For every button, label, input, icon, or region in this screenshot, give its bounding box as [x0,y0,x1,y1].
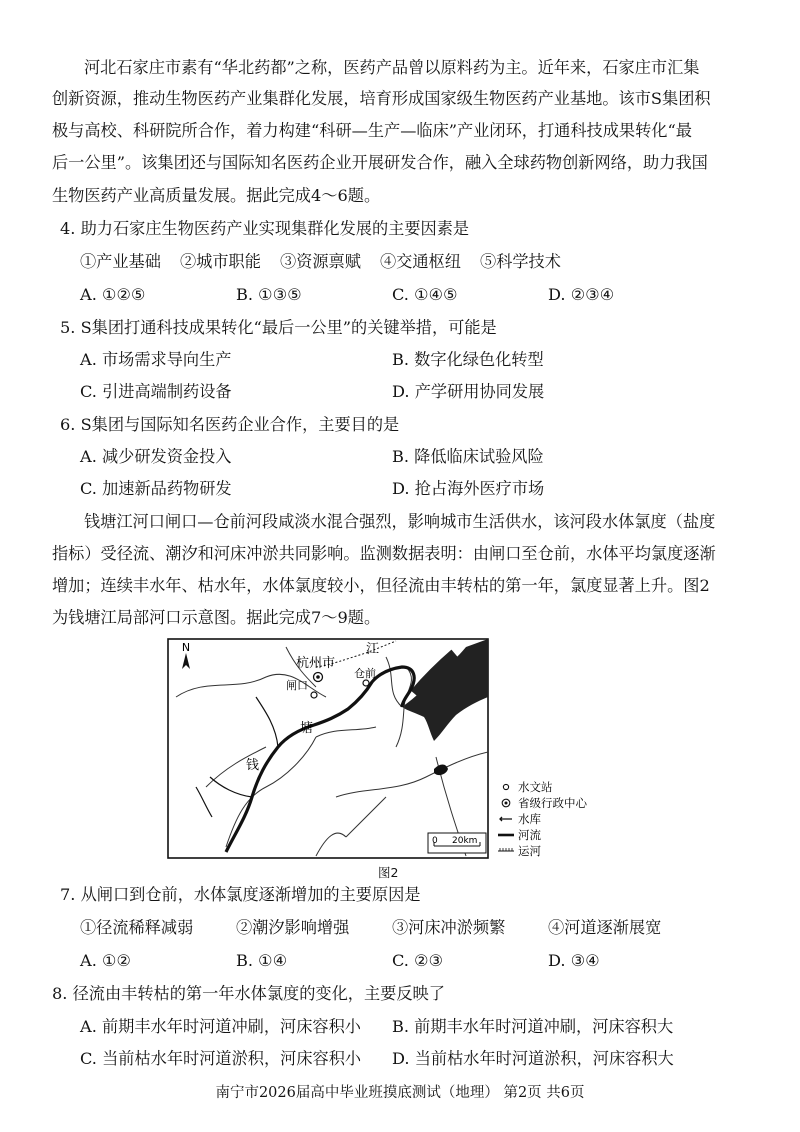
item: ③河床冲淤频繁 [392,918,506,937]
option-c[interactable]: C. 当前枯水年时河道淤积，河床容积小 [80,1049,362,1068]
page-footer: 南宁市2026届高中毕业班摸底测试（地理） 第2页 共6页 [215,1085,585,1101]
passage-1-line: 后一公里”。该集团还与国际知名医药企业开展研发合作，融入全球药物创新网络，助力我国 [52,153,708,172]
label-zhakou: 闸口 [286,679,308,692]
label-tang: 塘 [300,721,314,736]
option-b[interactable]: B. ①③⑤ [236,285,302,304]
passage-1-line: 极与高校、科研院所合作，着力构建“科研—生产—临床”产业闭环，打通科技成果转化“最 [52,121,692,140]
option-c[interactable]: C. ②③ [392,951,444,970]
question-stem: 4. 助力石家庄生物医药产业实现集群化发展的主要因素是 [60,219,470,238]
passage-2-line: 为钱塘江局部河口示意图。据此完成7～9题。 [52,608,381,627]
legend-station: 水文站 [518,780,553,794]
option-c[interactable]: C. 引进高端制药设备 [80,382,232,401]
option-a[interactable]: A. 减少研发资金投入 [80,447,232,466]
item: ②潮汐影响增强 [236,918,350,937]
label-qian: 钱 [246,758,260,773]
option-a[interactable]: A. ①② [80,951,132,970]
scale-bar [428,833,486,853]
label-cangqian: 仓前 [354,667,376,680]
option-d[interactable]: D. ③④ [548,951,600,970]
legend-canal: 运河 [518,844,541,858]
option-c[interactable]: C. 加速新品药物研发 [80,479,232,498]
item: ④交通枢纽 [380,252,461,271]
item: ⑤科学技术 [480,252,561,271]
option-b[interactable]: B. 数字化绿色化转型 [392,350,544,369]
item: ②城市职能 [180,252,261,271]
passage-1-line: 生物医药产业高质量发展。据此完成4～6题。 [52,186,381,205]
north-label: N [181,641,191,654]
scale-end: 20km [452,836,478,846]
option-b[interactable]: B. 降低临床试验风险 [392,447,544,466]
option-d[interactable]: D. ②③④ [548,285,615,304]
option-d[interactable]: D. 抢占海外医疗市场 [392,479,545,498]
item: ①径流稀释减弱 [80,918,194,937]
question-stem: 8. 径流由丰转枯的第一年水体氯度的变化，主要反映了 [52,984,445,1003]
question-stem: 7. 从闸口到仓前，水体氯度逐渐增加的主要原因是 [60,885,421,904]
option-b[interactable]: B. 前期丰水年时河道冲刷，河床容积大 [392,1017,674,1036]
scale-start: 0 [432,836,438,846]
legend-river: 河流 [518,828,541,842]
station-zhakou [311,692,317,698]
passage-2-line: 增加；连续丰水年、枯水年，水体氯度较小，但径流由丰转枯的第一年，氯度显著上升。图2 [52,576,710,595]
figure-label: 图2 [378,865,399,880]
station-cangqian [363,680,369,686]
option-d[interactable]: D. 产学研用协同发展 [392,382,545,401]
option-c[interactable]: C. ①④⑤ [392,285,458,304]
option-a[interactable]: A. ①②⑤ [80,285,146,304]
legend-capital: 省级行政中心 [518,796,587,810]
item: ①产业基础 [80,252,161,271]
question-stem: 6. S集团与国际知名医药企业合作，主要目的是 [60,415,400,434]
question-stem: 5. S集团打通科技成果转化“最后一公里”的关键举措，可能是 [60,318,497,337]
passage-2-line: 钱塘江河口闸口—仓前河段咸淡水混合强烈，影响城市生活供水，该河段水体氯度（盐度 [84,512,716,531]
map-legend [498,780,587,858]
option-d[interactable]: D. 当前枯水年时河道淤积，河床容积大 [392,1049,674,1068]
option-b[interactable]: B. ①④ [236,951,288,970]
label-jiang: 江 [366,642,380,657]
option-a[interactable]: A. 前期丰水年时河道冲刷，河床容积小 [80,1017,361,1036]
option-a[interactable]: A. 市场需求导向生产 [80,350,232,369]
label-hangzhou: 杭州市 [296,656,336,671]
legend-reservoir: 水库 [518,812,541,826]
item: ③资源禀赋 [280,252,361,271]
passage-1-line: 创新资源，推动生物医药产业集群化发展，培育形成国家级生物医药产业基地。该市S集团积 [52,89,711,108]
item: ④河道逐渐展宽 [548,918,662,937]
passage-2-line: 指标）受径流、潮汐和河床冲淤共同影响。监测数据表明：由闸口至仓前，水体平均氯度逐渐 [52,544,716,563]
passage-1-line: 河北石家庄市素有“华北药都”之称，医药产品曾以原料药为主。近年来，石家庄市汇集 [84,58,700,77]
estuary-map [166,637,636,862]
